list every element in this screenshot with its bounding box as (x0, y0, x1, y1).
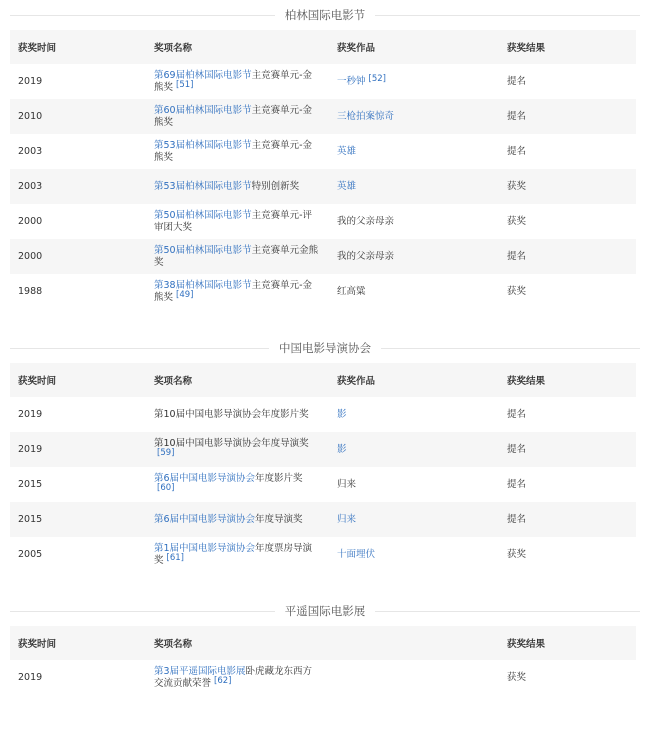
award-result: 获奖 (507, 215, 527, 227)
award-name-cell (146, 134, 329, 169)
column-header: 获奖结果 (499, 30, 636, 64)
table-row (10, 432, 636, 467)
award-year: 2015 (18, 478, 43, 490)
award-result: 获奖 (499, 169, 636, 204)
award-name-cell (146, 99, 329, 134)
award-year: 2019 (18, 75, 43, 87)
award-name-cell (146, 537, 329, 572)
award-result: 提名 (499, 502, 636, 537)
section-title (10, 596, 640, 626)
section-title-text: 平遥国际电影展 (275, 603, 376, 619)
column-header: 奖项名称 (146, 30, 329, 64)
award-work-cell (329, 169, 499, 204)
festival-link[interactable]: 第50届柏林国际电影节 (154, 244, 252, 256)
work-link[interactable]: 影 (337, 443, 347, 455)
work-link[interactable]: 影 (337, 408, 347, 420)
column-header: 获奖作品 (329, 30, 499, 64)
section-title (10, 0, 640, 30)
award-year: 2000 (10, 239, 146, 274)
award-result: 提名 (507, 408, 527, 420)
awards-table (10, 363, 636, 572)
award-name-cell (146, 432, 329, 467)
citation-ref[interactable]: [62] (214, 675, 232, 686)
award-name-text: 主竞赛单元-金熊奖 (154, 69, 313, 93)
festival-link[interactable]: 第6届中国电影导演协会 (154, 513, 256, 525)
table-row (10, 274, 636, 309)
festival-link[interactable]: 第1届中国电影导演协会 (154, 542, 256, 554)
table-row (10, 397, 636, 432)
award-result: 提名 (499, 239, 636, 274)
awards-page (10, 0, 640, 695)
citation-ref[interactable]: [52] (368, 73, 386, 84)
table-row (10, 99, 636, 134)
section-title-text: 柏林国际电影节 (275, 7, 376, 23)
award-name-cell (146, 502, 329, 537)
work-text: 我的父亲母亲 (337, 215, 395, 227)
section-spacer (10, 309, 640, 333)
award-work-cell (329, 537, 499, 572)
work-link[interactable]: 一秒钟 (337, 75, 366, 87)
section-spacer (10, 572, 640, 596)
award-result: 提名 (507, 145, 527, 157)
award-year: 2015 (10, 502, 146, 537)
table-header-row (10, 626, 636, 660)
section-title-text: 中国电影导演协会 (269, 340, 381, 356)
award-result: 提名 (499, 432, 636, 467)
award-work-cell (329, 134, 499, 169)
award-name-text: 特别创新奖 (251, 180, 300, 192)
festival-link[interactable]: 第38届柏林国际电影节 (154, 279, 252, 291)
awards-table (10, 30, 636, 309)
award-name-text: 主竞赛单元-金熊奖 (154, 104, 313, 128)
festival-link[interactable]: 第53届柏林国际电影节 (154, 180, 252, 192)
award-result: 获奖 (507, 671, 527, 683)
award-work-cell (329, 432, 499, 467)
award-work-cell (329, 274, 499, 309)
award-work-cell (329, 502, 499, 537)
festival-link[interactable]: 第50届柏林国际电影节 (154, 209, 252, 221)
work-text: 红高粱 (337, 285, 366, 297)
award-result: 提名 (507, 75, 527, 87)
award-name-text: 卧虎藏龙东西方交流贡献荣誉 (154, 665, 313, 689)
citation-ref[interactable]: [51] (176, 79, 194, 90)
table-row (10, 64, 636, 99)
award-result: 提名 (507, 478, 527, 490)
work-link[interactable]: 英雄 (337, 180, 357, 192)
award-work-cell (329, 64, 499, 99)
award-name-cell (146, 169, 329, 204)
citation-ref[interactable]: [59] (157, 447, 175, 458)
award-name-cell (146, 660, 329, 695)
award-name-cell (146, 64, 329, 99)
table-header-row (10, 363, 636, 397)
table-row (10, 467, 636, 502)
award-year: 2003 (18, 145, 43, 157)
column-header: 获奖作品 (329, 363, 499, 397)
table-row (10, 660, 636, 695)
award-year: 2019 (18, 408, 43, 420)
award-result: 获奖 (507, 548, 527, 560)
column-header: 获奖结果 (499, 626, 636, 660)
award-year: 2019 (10, 432, 146, 467)
award-work-cell (329, 660, 499, 695)
award-name-cell (146, 397, 329, 432)
festival-link[interactable]: 第6届中国电影导演协会 (154, 472, 256, 484)
work-link[interactable]: 十面埋伏 (337, 548, 376, 560)
award-name-text: 主竞赛单元金熊奖 (154, 244, 319, 268)
section-title (10, 333, 640, 363)
work-link[interactable]: 归来 (337, 513, 357, 525)
award-name-text: 第10届中国电影导演协会年度导演奖 (154, 437, 309, 449)
work-text: 归来 (337, 478, 357, 490)
award-name-cell (146, 239, 329, 274)
award-name-cell (146, 467, 329, 502)
award-result: 提名 (499, 99, 636, 134)
citation-ref[interactable]: [60] (157, 482, 175, 493)
award-year: 2000 (18, 215, 43, 227)
award-name-text: 主竞赛单元-评审团大奖 (154, 209, 313, 233)
award-year: 2005 (18, 548, 43, 560)
festival-link[interactable]: 第3届平遥国际电影展 (154, 665, 246, 677)
work-text: 我的父亲母亲 (337, 250, 395, 262)
award-year: 2003 (10, 169, 146, 204)
award-name-cell (146, 204, 329, 239)
work-link[interactable]: 三枪拍案惊奇 (337, 110, 395, 122)
citation-ref[interactable]: [61] (166, 552, 184, 563)
column-header: 奖项名称 (146, 626, 329, 660)
table-row (10, 204, 636, 239)
award-year: 2019 (18, 671, 43, 683)
award-name-cell (146, 274, 329, 309)
festival-link[interactable]: 第53届柏林国际电影节 (154, 139, 252, 151)
column-header: 获奖时间 (10, 626, 146, 660)
column-header: 获奖时间 (10, 30, 146, 64)
table-row (10, 169, 636, 204)
award-year: 2010 (10, 99, 146, 134)
award-work-cell (329, 467, 499, 502)
column-header (329, 626, 499, 660)
award-work-cell (329, 397, 499, 432)
table-row (10, 239, 636, 274)
award-name-text: 年度影片奖 (255, 472, 303, 484)
award-name-text: 第10届中国电影导演协会年度影片奖 (154, 408, 309, 420)
award-year: 1988 (18, 285, 43, 297)
award-work-cell (329, 239, 499, 274)
column-header: 获奖结果 (499, 363, 636, 397)
award-name-text: 主竞赛单元-金熊奖 (154, 139, 313, 163)
table-row (10, 502, 636, 537)
award-work-cell (329, 99, 499, 134)
table-row (10, 134, 636, 169)
column-header: 获奖时间 (10, 363, 146, 397)
column-header: 奖项名称 (146, 363, 329, 397)
festival-link[interactable]: 第60届柏林国际电影节 (154, 104, 252, 116)
table-header-row (10, 30, 636, 64)
citation-ref[interactable]: [49] (176, 289, 194, 300)
awards-table (10, 626, 636, 695)
work-link[interactable]: 英雄 (337, 145, 357, 157)
award-name-text: 年度导演奖 (255, 513, 303, 525)
award-result: 获奖 (507, 285, 527, 297)
table-row (10, 537, 636, 572)
award-name-text: 主竞赛单元-金熊奖 (154, 279, 313, 303)
award-name-text: 年度票房导演奖 (154, 542, 313, 566)
festival-link[interactable]: 第69届柏林国际电影节 (154, 69, 252, 81)
award-work-cell (329, 204, 499, 239)
